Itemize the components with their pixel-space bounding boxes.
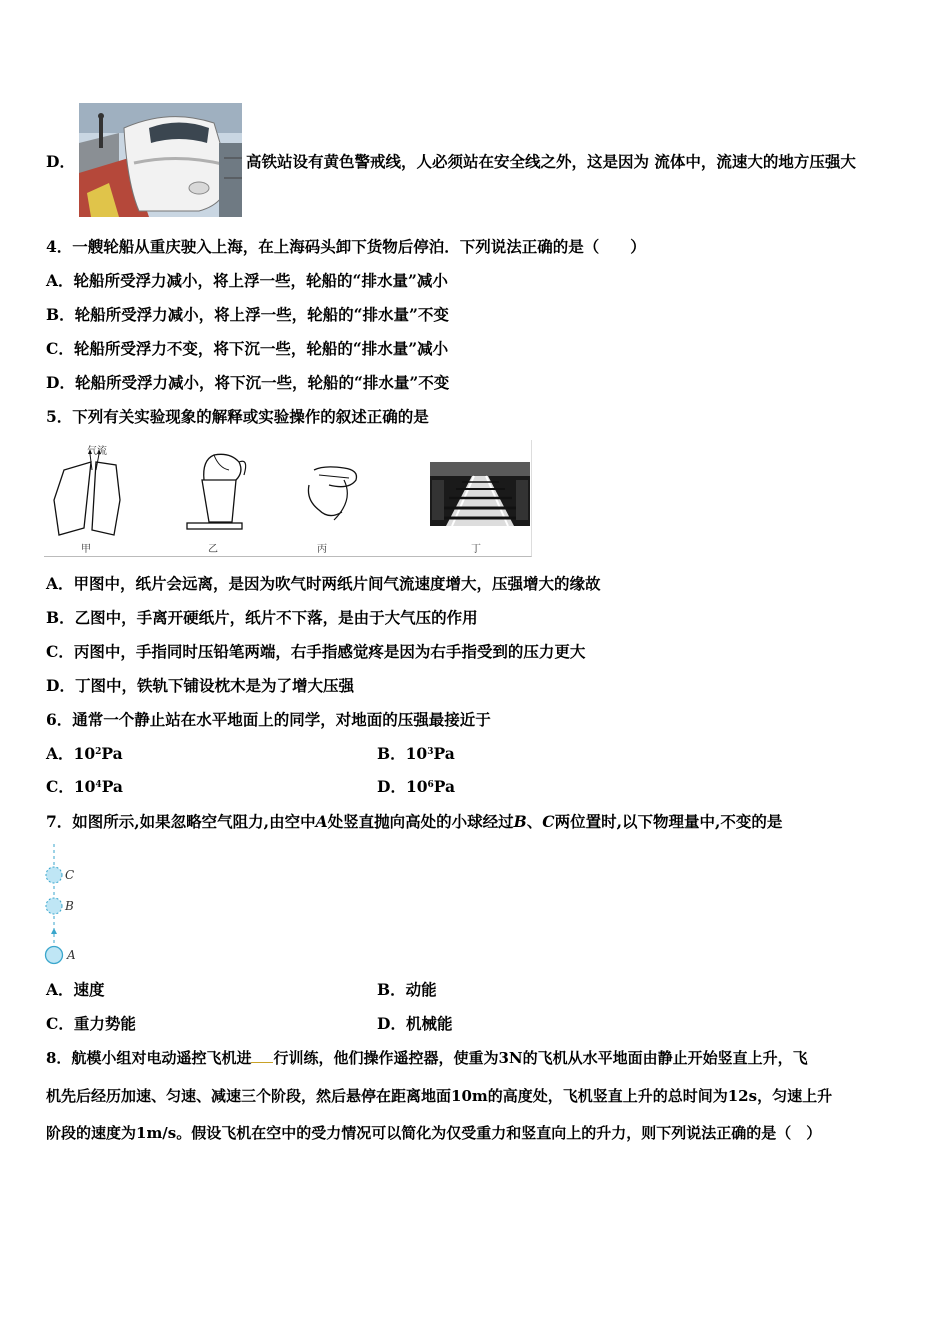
q7-var-a: A: [315, 812, 328, 831]
figure-ding-railway-photo: [430, 462, 530, 526]
q7-stem-part-2: 处竖直抛向高处的小球经过: [327, 812, 514, 831]
q6-option-d-unit: Pa: [433, 777, 456, 796]
q7-option-b: B．动能: [377, 980, 437, 999]
q5-option-c: C．丙图中，手指同时压铅笔两端，右手指感觉疼是因为右手指受到的压力更大: [46, 642, 586, 661]
q3-option-d-text: 高铁站设有黄色警戒线，人必须站在安全线之外，这是因为 流体中，流速大的地方压强大: [246, 152, 856, 171]
figure-label-yi: 乙: [208, 544, 218, 555]
q5-figure-drawings: [44, 440, 531, 556]
q6-option-b-unit: Pa: [433, 744, 455, 763]
q6-option-a-exp: 2: [95, 747, 102, 757]
q7-stem-part-1: 7．如图所示,如果忽略空气阻力,由空中: [46, 812, 316, 831]
q8-line-3: 阶段的速度为1m/s。假设飞机在空中的受力情况可以简化为仅受重力和竖直向上的升力，则下列说法正确的是（ ）: [46, 1124, 822, 1142]
ball-position-c: [46, 867, 62, 883]
q6-option-c: [46, 777, 123, 797]
q6-option-c-exp: 4: [95, 780, 102, 790]
q7-stem-part-3: 、: [526, 812, 543, 831]
q8-line-1-part-b: 行训练，他们操作遥控器，使重为3N的飞机从水平地面由静止开始竖直上升，飞: [273, 1049, 808, 1067]
q7-fig-label-a: A: [67, 948, 76, 962]
figure-bing-pencil-fingers: [308, 467, 356, 520]
figure-label-jia: 甲: [81, 544, 91, 555]
q6-option-a: [46, 744, 123, 764]
q8-line-2: 机先后经历加速、匀速、减速三个阶段，然后悬停在距离地面10m的高度处，飞机竖直上升的总时间为12s，匀速上升: [46, 1087, 833, 1105]
figure-yi-cup-and-card: [187, 454, 246, 529]
q5-option-d: D．丁图中，铁轨下铺设枕木是为了增大压强: [46, 676, 354, 695]
q6-option-b-exp: 3: [427, 747, 434, 757]
q6-option-a-letter: A．: [46, 744, 74, 763]
q6-option-d-letter: D．: [377, 777, 406, 796]
q7-var-b: B: [513, 812, 527, 831]
q7-stem: [46, 812, 782, 832]
airflow-label: 气流: [87, 446, 107, 457]
q5-option-a: A．甲图中，纸片会远离，是因为吹气时两纸片间气流速度增大，压强增大的缘故: [46, 574, 601, 593]
q7-var-c: C: [542, 812, 555, 831]
q5-figure: [44, 440, 532, 557]
q8-line-1: [46, 1048, 808, 1068]
q6-stem: 6．通常一个静止站在水平地面上的同学，对地面的压强最接近于: [46, 710, 491, 729]
q7-stem-part-4: 两位置时,以下物理量中,不变的是: [554, 812, 783, 831]
q7-fig-label-b: B: [65, 899, 74, 913]
q7-fig-label-c: C: [65, 868, 75, 882]
q4-stem: 4．一艘轮船从重庆驶入上海，在上海码头卸下货物后停泊．下列说法正确的是（ ）: [46, 237, 646, 256]
q6-option-b-base: 10: [405, 744, 428, 763]
q3-option-d-letter: D．: [46, 152, 75, 171]
q5-stem: 5．下列有关实验现象的解释或实验操作的叙述正确的是: [46, 407, 429, 426]
q6-option-c-unit: Pa: [101, 777, 123, 796]
q6-option-b: [377, 744, 455, 764]
ball-position-a: [46, 947, 63, 964]
q6-option-c-letter: C．: [46, 777, 74, 796]
q7-option-a: A．速度: [46, 980, 105, 999]
figure-jia-paper-sheets: [54, 449, 120, 535]
q4-option-d: D．轮船所受浮力减小，将下沉一些，轮船的“排水量”不变: [46, 373, 450, 392]
q8-line-1-part-a: 8．航模小组对电动遥控飞机进: [46, 1049, 252, 1067]
q6-option-b-letter: B．: [377, 744, 406, 763]
q6-option-d-base: 10: [405, 777, 428, 796]
q8-blank: [251, 1048, 273, 1063]
q6-option-c-base: 10: [73, 777, 96, 796]
q5-option-b: B．乙图中，手离开硬纸片，纸片不下落，是由于大气压的作用: [46, 608, 478, 627]
figure-label-ding: 丁: [471, 544, 481, 555]
q6-option-d: [377, 777, 455, 797]
figure-label-bing: 丙: [317, 544, 327, 555]
q6-option-a-base: 10: [73, 744, 96, 763]
q4-option-a: A．轮船所受浮力减小，将上浮一些，轮船的“排水量”减小: [46, 271, 448, 290]
q7-option-c: C．重力势能: [46, 1014, 136, 1033]
q7-option-d: D．机械能: [377, 1014, 453, 1033]
ball-position-b: [46, 898, 62, 914]
high-speed-train-photo: [79, 103, 242, 217]
q6-option-d-exp: 6: [427, 780, 434, 790]
q4-option-b: B．轮船所受浮力减小，将上浮一些，轮船的“排水量”不变: [46, 305, 449, 324]
q4-option-c: C．轮船所受浮力不变，将下沉一些，轮船的“排水量”减小: [46, 339, 449, 358]
q6-option-a-unit: Pa: [101, 744, 123, 763]
